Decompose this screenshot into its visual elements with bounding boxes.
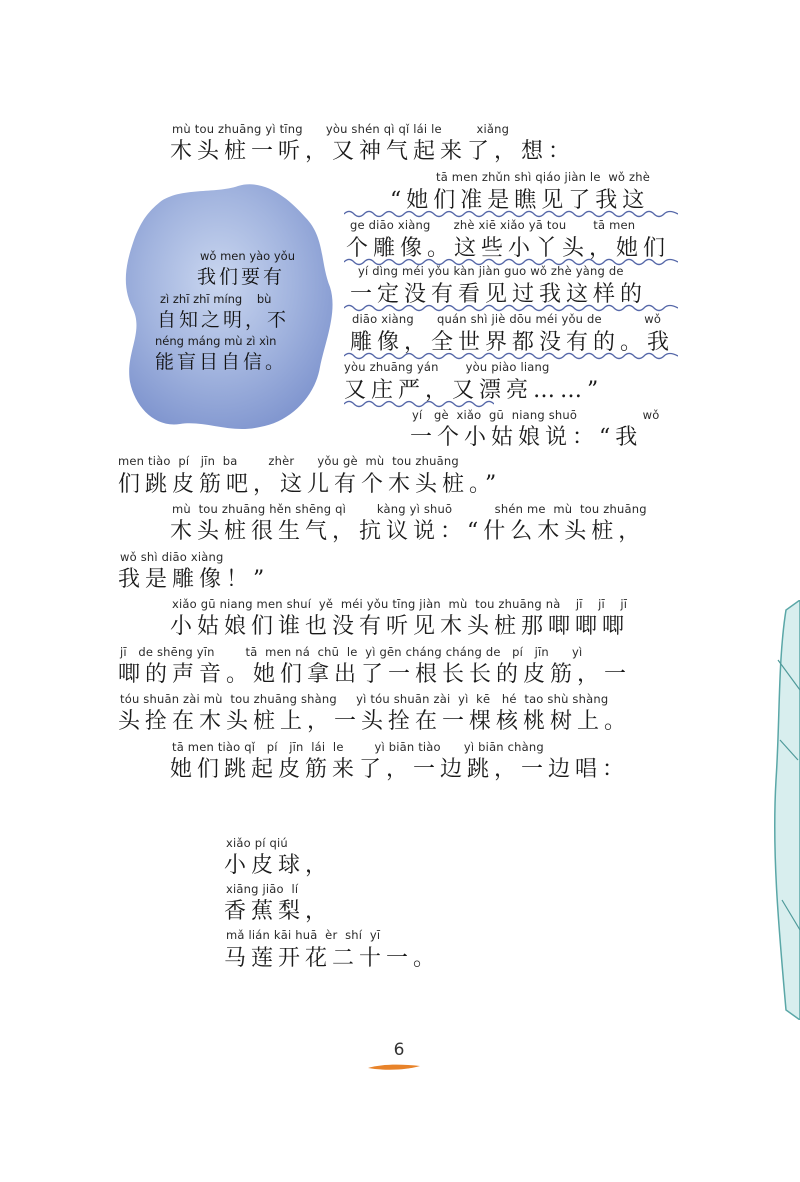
text-line-5: 雕像，全世界都没有的。我 (350, 330, 675, 355)
note-line-2: 自知之明，不 (157, 309, 290, 331)
text-line-2: “她们准是瞧见了我这 (390, 188, 650, 213)
text-line-4: 一定没有看见过我这样的 (350, 282, 648, 307)
edge-illustration (764, 600, 800, 1020)
pinyin-line-13: tóu shuān zài mù tou zhuāng shàng yì tóu shuān zài yì kē hé tao shù shàng (120, 692, 609, 706)
text-line-6: 又庄严，又漂亮……” (344, 378, 604, 403)
page-number: 6 (393, 1040, 405, 1060)
pinyin-line-9: mù tou zhuāng hěn shēng qì kàng yì shuō shén me mù tou zhuāng (172, 502, 647, 516)
pinyin-line-11: xiǎo gū niang men shuí yě méi yǒu tīng jiàn mù tou zhuāng nà jī jī jī (172, 597, 628, 611)
text-line-14: 她们跳起皮筋来了，一边跳，一边唱： (170, 757, 630, 782)
song-line-3: 马莲开花二十一。 (224, 946, 441, 971)
pinyin-line-5: diāo xiàng quán shì jiè dōu méi yǒu de wǒ (352, 312, 662, 326)
pinyin-line-8: men tiào pí jīn ba zhèr yǒu gè mù tou zhuāng (118, 454, 459, 468)
song-pinyin-2: xiāng jiāo lí (226, 882, 299, 896)
text-line-12: 唧的声音。她们拿出了一根长长的皮筋，一 (118, 662, 632, 687)
song-pinyin-3: mǎ lián kāi huā èr shí yī (226, 928, 381, 942)
text-line-3: 个雕像。这些小丫头，她们 (346, 236, 671, 261)
text-line-10: 我是雕像！” (118, 567, 270, 592)
pinyin-line-14: tā men tiào qǐ pí jīn lái le yì biān tiào yì biān chàng (172, 740, 544, 754)
text-line-8: 们跳皮筋吧，这儿有个木头桩。” (118, 472, 502, 497)
pinyin-line-12: jī de shēng yīn tā men ná chū le yì gēn cháng cháng de pí jīn yì (120, 645, 583, 659)
text-line-9: 木头桩很生气，抗议说：“什么木头桩， (170, 519, 646, 544)
pinyin-line-6: yòu zhuāng yán yòu piào liang (344, 360, 550, 374)
text-line-13: 头拴在木头桩上，一头拴在一棵核桃树上。 (118, 709, 632, 734)
text-line-7: 一个小姑娘说：“我 (410, 425, 643, 450)
page-number-brushstroke (366, 1062, 422, 1072)
note-pinyin-2: zì zhī zhī míng bù (160, 292, 272, 306)
text-line-1: 木头桩一听，又神气起来了，想： (170, 139, 576, 164)
note-line-3: 能盲目自信。 (155, 351, 288, 373)
pinyin-line-10: wǒ shì diāo xiàng (120, 550, 224, 564)
pinyin-line-3: ge diāo xiàng zhè xiē xiǎo yā tou tā men (350, 218, 636, 232)
note-pinyin-3: néng máng mù zì xìn (155, 334, 277, 348)
text-line-11: 小姑娘们谁也没有听见木头桩那唧唧唧 (170, 614, 630, 639)
pinyin-line-1: mù tou zhuāng yì tīng yòu shén qì qǐ lái le xiǎng (172, 122, 510, 136)
pinyin-line-2: tā men zhǔn shì qiáo jiàn le wǒ zhè (436, 170, 651, 184)
note-line-1: 我们要有 (197, 266, 286, 288)
note-pinyin-1: wǒ men yào yǒu (200, 249, 295, 263)
song-line-2: 香蕉梨， (224, 899, 333, 924)
pinyin-line-7: yí gè xiǎo gū niang shuō wǒ (412, 408, 660, 422)
pinyin-line-4: yí dìng méi yǒu kàn jiàn guo wǒ zhè yàng de (358, 264, 624, 278)
song-line-1: 小皮球， (224, 853, 333, 878)
song-pinyin-1: xiǎo pí qiú (226, 836, 288, 850)
